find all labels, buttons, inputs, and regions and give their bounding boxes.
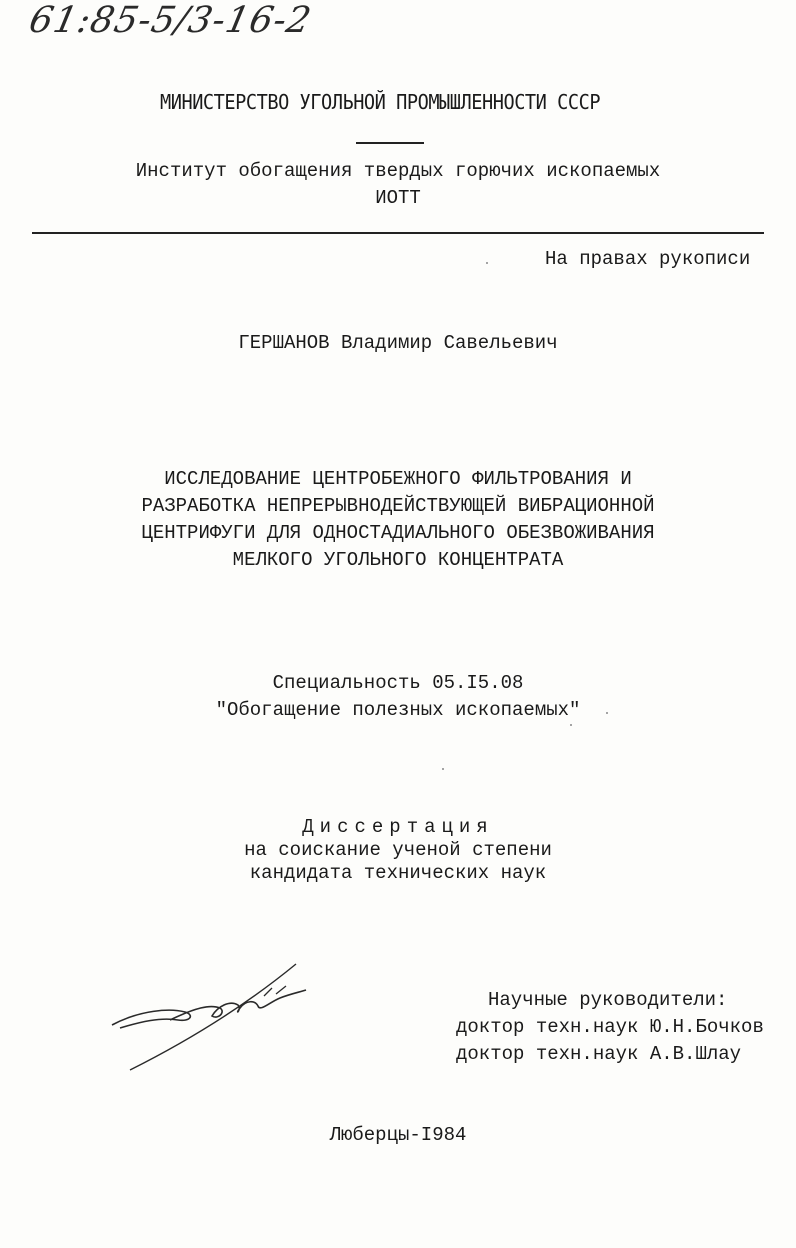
specialty-code: Специальность 05.I5.08 (272, 672, 524, 694)
specialty-block (0, 670, 796, 724)
signature-image (100, 950, 320, 1080)
institute-abbreviation: ИОТТ (375, 187, 421, 209)
archive-handwritten-mark: 61:85-5/3-16-2 (25, 0, 316, 41)
scan-speck (486, 262, 488, 264)
scan-speck (606, 712, 608, 714)
short-divider (356, 142, 424, 144)
institute-name: Институт обогащения твердых горючих ископаемых (135, 160, 661, 182)
title-line: МЕЛКОГО УГОЛЬНОГО КОНЦЕНТРАТА (232, 549, 564, 571)
degree-line: на соискание ученой степени (244, 839, 552, 861)
ministry-heading: МИНИСТЕРСТВО УГОЛЬНОЙ ПРОМЫШЛЕННОСТИ СССР (160, 90, 601, 114)
dissertation-title (0, 466, 796, 574)
specialty-name: "Обогащение полезных ископаемых" (215, 699, 581, 721)
signature-stroke (264, 986, 286, 996)
supervisor-item: доктор техн.наук А.В.Шлау (456, 1043, 742, 1065)
title-line: ИССЛЕДОВАНИЕ ЦЕНТРОБЕЖНОГО ФИЛЬТРОВАНИЯ И (164, 468, 632, 490)
institute-block (0, 158, 796, 212)
title-line: ЦЕНТРИФУГИ ДЛЯ ОДНОСТАДИАЛЬНОГО ОБЕЗВОЖИВАНИЯ (141, 522, 655, 544)
supervisors-heading: Научные руководители: (488, 989, 728, 1011)
signature-stroke (112, 1010, 190, 1028)
manuscript-rights-note: На правах рукописи (545, 248, 751, 270)
scan-speck (442, 768, 444, 770)
author-name: ГЕРШАНОВ Владимир Савельевич (238, 332, 558, 354)
city-year: Люберцы-I984 (329, 1124, 467, 1146)
header-divider (32, 232, 764, 234)
supervisors-block (456, 987, 764, 1068)
dissertation-block (0, 816, 796, 885)
scan-speck (570, 724, 572, 726)
dissertation-heading: Диссертация (302, 816, 494, 838)
supervisor-item: доктор техн.наук Ю.Н.Бочков (456, 1016, 764, 1038)
degree-line: кандидата технических наук (249, 862, 547, 884)
title-line: РАЗРАБОТКА НЕПРЕРЫВНОДЕЙСТВУЮЩЕЙ ВИБРАЦИОННОЙ (141, 495, 655, 517)
